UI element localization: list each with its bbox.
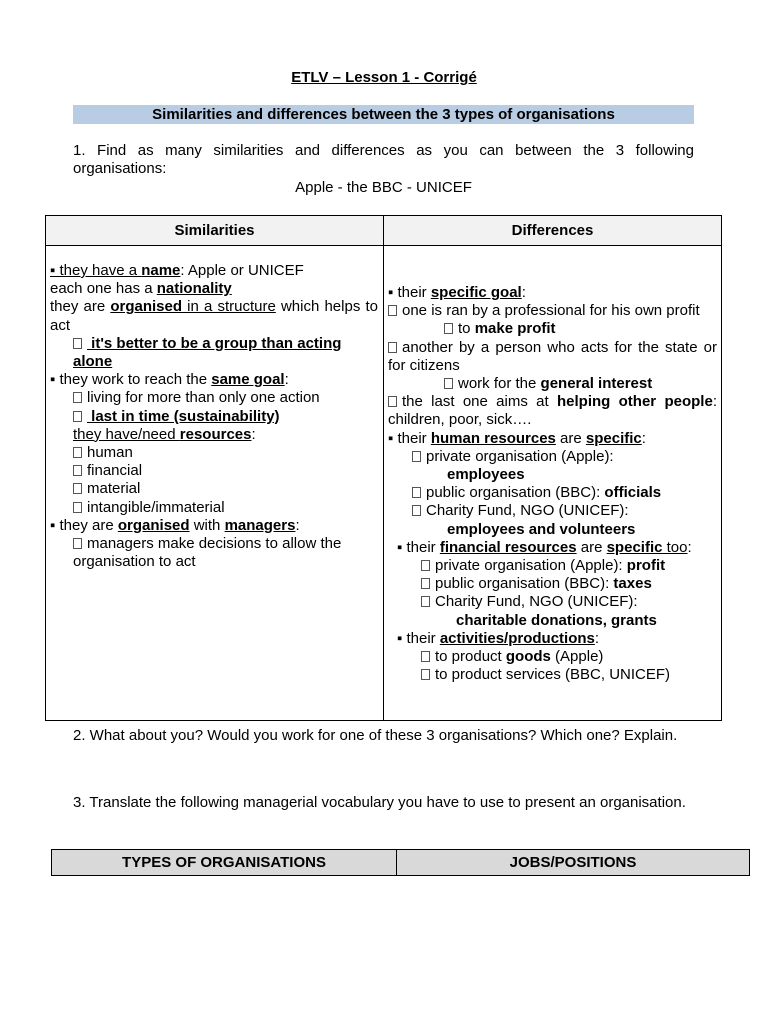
diff-line: ▪ their activities/productions: xyxy=(397,629,600,647)
diff-line: ▪ their specific goal: xyxy=(388,284,526,301)
types-header: TYPES OF ORGANISATIONS xyxy=(52,850,397,876)
diff-line: to make profit xyxy=(388,320,717,338)
diff-line: another by a person who acts for the state or for citizens xyxy=(388,338,717,374)
bullet-box-icon xyxy=(73,538,82,549)
bullet-box-icon xyxy=(73,483,82,494)
sim-line: ▪ they have a name: Apple or UNICEF xyxy=(50,262,304,279)
diff-line: ▪ their human resources are specific: xyxy=(388,429,646,447)
similarities-header: Similarities xyxy=(46,216,384,246)
diff-line: work for the general interest xyxy=(388,375,717,393)
bullet-box-icon xyxy=(73,411,82,422)
bullet-box-icon xyxy=(73,392,82,403)
sim-line: each one has a nationality xyxy=(50,280,232,298)
diff-line: Charity Fund, NGO (UNICEF): xyxy=(388,593,717,611)
diff-line: charitable donations, grants xyxy=(456,611,657,629)
diff-line: to product goods (Apple) xyxy=(388,648,717,666)
diff-line: Charity Fund, NGO (UNICEF): xyxy=(388,502,717,520)
bullet-box-icon xyxy=(421,596,430,607)
sim-line: intangible/immaterial xyxy=(50,499,378,517)
diff-line: private organisation (Apple): profit xyxy=(388,557,717,575)
bullet-box-icon xyxy=(73,465,82,476)
diff-line: ▪ their financial resources are specific too: xyxy=(397,538,692,556)
comparison-table xyxy=(45,215,722,721)
question-2: 2. What about you? Would you work for one of these 3 organisations? Which one? Explain. xyxy=(73,727,678,744)
bullet-box-icon xyxy=(444,378,453,389)
sim-line: they have/need resources: xyxy=(73,425,256,443)
bullet-box-icon xyxy=(421,578,430,589)
diff-line: employees and volunteers xyxy=(447,520,636,538)
differences-header: Differences xyxy=(384,216,722,246)
bullet-box-icon xyxy=(388,305,397,316)
document-title: ETLV – Lesson 1 - Corrigé xyxy=(291,69,477,86)
differences-cell xyxy=(384,246,722,721)
bullet-box-icon xyxy=(412,451,421,462)
bullet-box-icon xyxy=(73,338,82,349)
sim-line: financial xyxy=(50,462,378,480)
sim-line: human xyxy=(50,444,378,462)
diff-line: public organisation (BBC): officials xyxy=(388,484,717,502)
bullet-box-icon xyxy=(444,323,453,334)
bullet-box-icon xyxy=(421,669,430,680)
sim-line: ▪ they work to reach the same goal: xyxy=(50,371,289,389)
bullet-box-icon xyxy=(388,342,397,353)
diff-line: employees xyxy=(447,466,525,484)
bullet-box-icon xyxy=(421,560,430,571)
sim-line: ▪ they are organised with managers: xyxy=(50,516,300,534)
sim-line: it's better to be a group than acting alone xyxy=(73,334,342,371)
diff-line: the last one aims at helping other people: children, poor, sick…. xyxy=(388,393,717,429)
diff-line: to product services (BBC, UNICEF) xyxy=(388,666,717,684)
bullet-box-icon xyxy=(421,651,430,662)
diff-line: private organisation (Apple): xyxy=(388,448,717,466)
vocabulary-table xyxy=(51,849,750,876)
bullet-box-icon xyxy=(388,396,397,407)
bullet-box-icon xyxy=(73,502,82,513)
diff-line: one is ran by a professional for his own profit xyxy=(388,302,717,320)
sim-line: managers make decisions to allow the organisation to act xyxy=(73,535,342,571)
bullet-box-icon xyxy=(412,487,421,498)
sim-line: material xyxy=(50,480,378,498)
bullet-box-icon xyxy=(412,505,421,516)
diff-line: public organisation (BBC): taxes xyxy=(388,575,717,593)
similarities-cell xyxy=(46,246,384,721)
section-banner: Similarities and differences between the 3 types of organisations xyxy=(73,105,694,124)
organisations-list: Apple - the BBC - UNICEF xyxy=(295,179,472,196)
bullet-box-icon xyxy=(73,447,82,458)
sim-line: living for more than only one action xyxy=(50,389,378,407)
sim-line: last in time (sustainability) xyxy=(50,408,378,426)
sim-line: they are organised in a structure which helps to act xyxy=(50,298,378,334)
jobs-header: JOBS/POSITIONS xyxy=(397,850,750,876)
question-3: 3. Translate the following managerial vocabulary you have to use to present an organisation. xyxy=(73,794,686,811)
question-1: 1. Find as many similarities and differences as you can between the 3 following organisations: xyxy=(73,142,694,177)
